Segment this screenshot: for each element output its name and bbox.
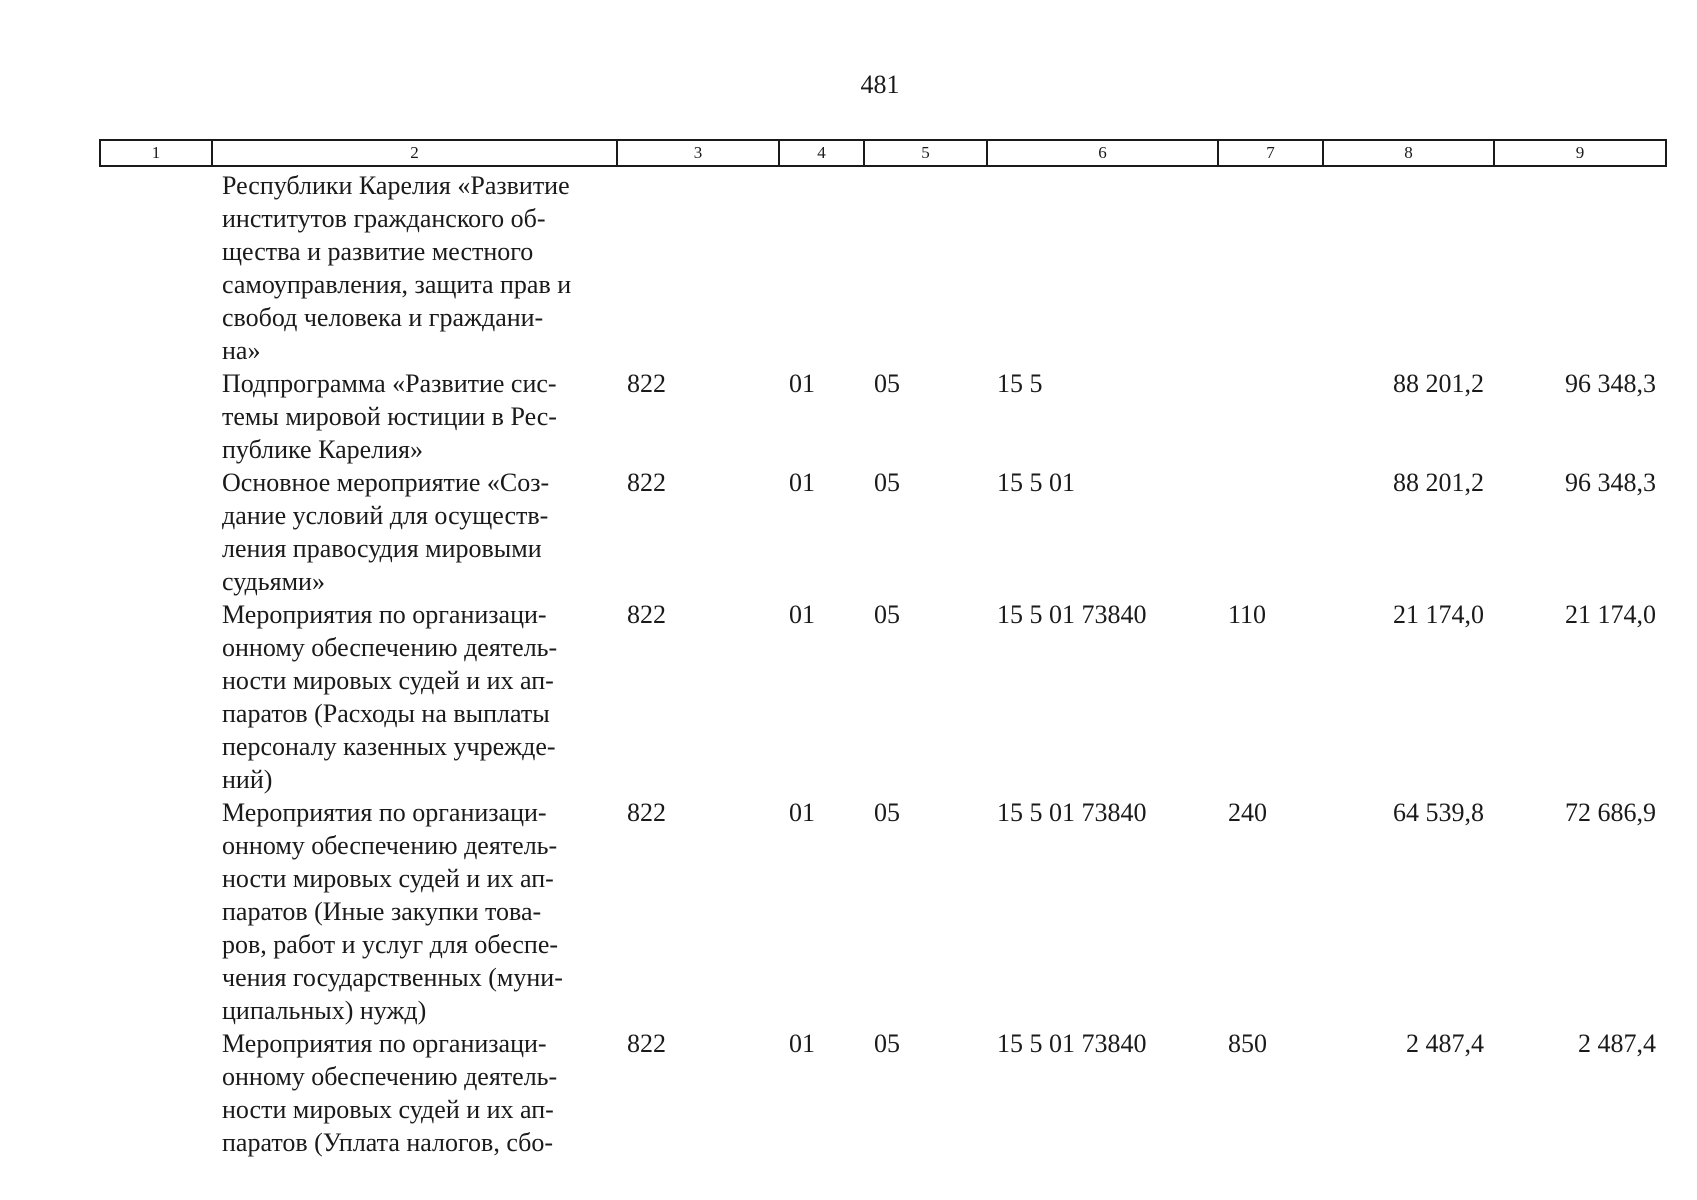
item-name-line: ления правосудия мировыми	[222, 534, 542, 563]
target-article-cell: 15 5	[997, 369, 1043, 398]
header-col-9: 9	[1494, 140, 1666, 166]
section-code-cell: 01	[789, 600, 815, 629]
amount-year-2-cell: 2 487,4	[1578, 1029, 1656, 1058]
subsection-code-cell: 05	[874, 468, 900, 497]
item-name-line: Мероприятия по организаци-	[222, 798, 547, 827]
section-code-cell	[779, 166, 864, 367]
item-name-cell	[212, 796, 617, 1027]
target-article-cell: 15 5 01 73840	[997, 600, 1147, 629]
amount-year-2-cell	[1494, 166, 1666, 367]
amount-year-1-cell: 88 201,2	[1393, 468, 1484, 497]
item-name-line: чения государственных (муни-	[222, 963, 563, 992]
item-name-line: публике Карелия»	[222, 435, 423, 464]
item-name-cell	[212, 598, 617, 796]
item-name-cell	[212, 466, 617, 598]
item-name-line: ности мировых судей и их ап-	[222, 1095, 554, 1124]
amount-year-1-cell: 64 539,8	[1393, 798, 1484, 827]
item-name-line: на»	[222, 336, 261, 365]
subsection-code-cell: 05	[874, 600, 900, 629]
item-name-line: ности мировых судей и их ап-	[222, 864, 554, 893]
item-name-cell	[212, 367, 617, 466]
section-code-cell: 01	[789, 798, 815, 827]
subsection-code-cell: 05	[874, 798, 900, 827]
expense-type-cell: 850	[1228, 1029, 1267, 1058]
ministry-code-cell: 822	[627, 369, 666, 398]
expense-type-cell: 240	[1228, 798, 1267, 827]
item-name-line: онному обеспечению деятель-	[222, 831, 558, 860]
row-number-cell	[100, 367, 212, 466]
table-body	[100, 166, 1666, 1159]
item-name-line: щества и развитие местного	[222, 237, 534, 266]
item-name-line: ности мировых судей и их ап-	[222, 666, 554, 695]
table-row	[100, 1027, 1666, 1159]
amount-year-1-cell: 88 201,2	[1393, 369, 1484, 398]
item-name-line: онному обеспечению деятель-	[222, 633, 558, 662]
target-article-cell: 15 5 01 73840	[997, 1029, 1147, 1058]
item-name-line: паратов (Уплата налогов, сбо-	[222, 1128, 554, 1157]
amount-year-2-cell: 96 348,3	[1565, 369, 1656, 398]
row-number-cell	[100, 796, 212, 1027]
table-row	[100, 466, 1666, 598]
ministry-code-cell: 822	[627, 600, 666, 629]
header-col-3: 3	[617, 140, 779, 166]
item-name-line: Подпрограмма «Развитие сис-	[222, 369, 557, 398]
amount-year-2-cell: 96 348,3	[1565, 468, 1656, 497]
item-name-line: паратов (Иные закупки това-	[222, 897, 542, 926]
item-name-line: Мероприятия по организаци-	[222, 600, 547, 629]
expense-type-cell: 110	[1228, 600, 1267, 629]
amount-year-1-cell: 21 174,0	[1393, 600, 1484, 629]
target-article-cell	[987, 166, 1218, 367]
expense-type-cell	[1218, 367, 1323, 466]
item-name-line: темы мировой юстиции в Рес-	[222, 402, 557, 431]
amount-year-1-cell	[1323, 166, 1494, 367]
item-name-line: дание условий для осуществ-	[222, 501, 549, 530]
amount-year-2-cell: 21 174,0	[1565, 600, 1656, 629]
row-number-cell	[100, 466, 212, 598]
ministry-code-cell: 822	[627, 798, 666, 827]
item-name-line: Основное мероприятие «Соз-	[222, 468, 550, 497]
target-article-cell: 15 5 01	[997, 468, 1075, 497]
item-name-line: персоналу казенных учрежде-	[222, 732, 556, 761]
header-col-5: 5	[864, 140, 987, 166]
item-name-line: онному обеспечению деятель-	[222, 1062, 558, 1091]
item-name-cell	[212, 1027, 617, 1159]
header-col-2: 2	[212, 140, 617, 166]
item-name-line: ципальных) нужд)	[222, 996, 427, 1025]
amount-year-2-cell: 72 686,9	[1565, 798, 1656, 827]
table-header-row	[100, 140, 1666, 166]
item-name-line: судьями»	[222, 567, 325, 596]
item-name-line: институтов гражданского об-	[222, 204, 546, 233]
row-number-cell	[100, 1027, 212, 1159]
item-name-line: ров, работ и услуг для обеспе-	[222, 930, 559, 959]
item-name-cell	[212, 166, 617, 367]
header-col-4: 4	[779, 140, 864, 166]
header-col-1: 1	[100, 140, 212, 166]
item-name-line: самоуправления, защита прав и	[222, 270, 572, 299]
item-name-line: свобод человека и граждани-	[222, 303, 544, 332]
ministry-code-cell: 822	[627, 468, 666, 497]
item-name-line: Мероприятия по организаци-	[222, 1029, 547, 1058]
ministry-code-cell: 822	[627, 1029, 666, 1058]
subsection-code-cell: 05	[874, 1029, 900, 1058]
item-name-line: Республики Карелия «Развитие	[222, 171, 570, 200]
target-article-cell: 15 5 01 73840	[997, 798, 1147, 827]
section-code-cell: 01	[789, 369, 815, 398]
subsection-code-cell	[864, 166, 987, 367]
ministry-code-cell	[617, 166, 779, 367]
budget-table	[99, 139, 1667, 1159]
subsection-code-cell: 05	[874, 369, 900, 398]
page-number: 481	[860, 70, 900, 99]
header-col-6: 6	[987, 140, 1218, 166]
header-col-8: 8	[1323, 140, 1494, 166]
table-row	[100, 796, 1666, 1027]
section-code-cell: 01	[789, 1029, 815, 1058]
amount-year-1-cell: 2 487,4	[1406, 1029, 1484, 1058]
header-col-7: 7	[1218, 140, 1323, 166]
row-number-cell	[100, 598, 212, 796]
item-name-line: ний)	[222, 765, 273, 794]
table-row	[100, 367, 1666, 466]
table-row	[100, 166, 1666, 367]
item-name-line: паратов (Расходы на выплаты	[222, 699, 550, 728]
expense-type-cell	[1218, 466, 1323, 598]
table-row	[100, 598, 1666, 796]
expense-type-cell	[1218, 166, 1323, 367]
section-code-cell: 01	[789, 468, 815, 497]
row-number-cell	[100, 166, 212, 367]
